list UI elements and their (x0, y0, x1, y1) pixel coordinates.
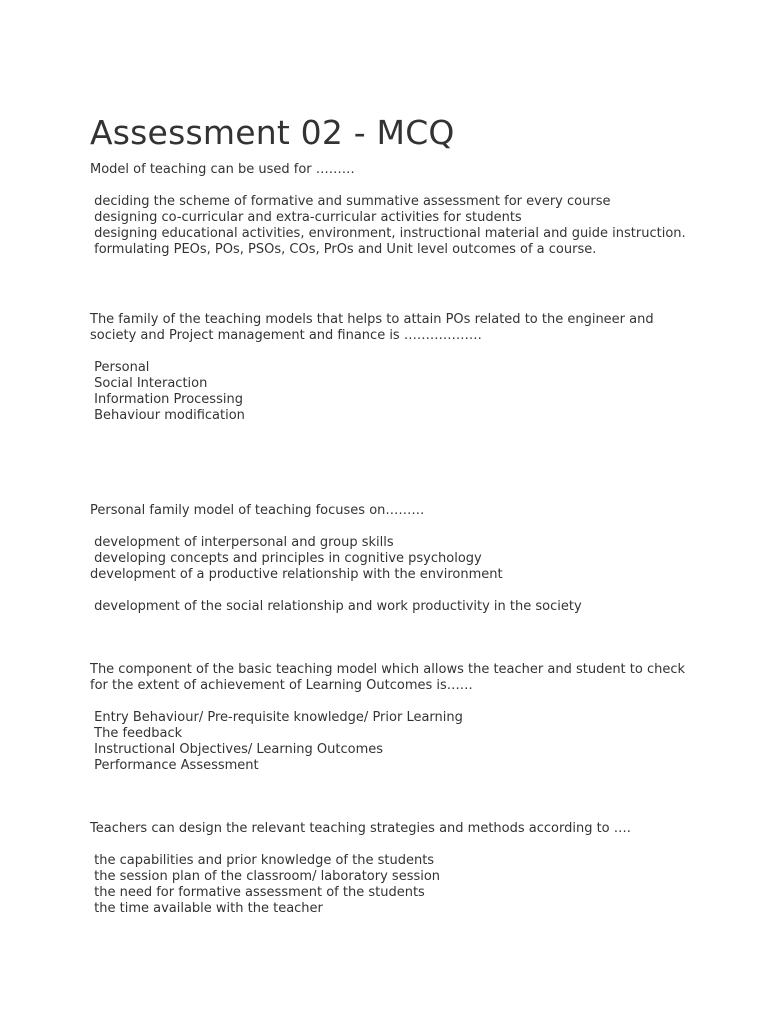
option-list (90, 710, 690, 774)
option-item: the need for formative assessment of the students (90, 885, 425, 900)
option-item: Entry Behaviour/ Pre-requisite knowledge/ Prior Learning (90, 710, 463, 725)
document-page (90, 114, 690, 917)
option-item: formulating PEOs, POs, PSOs, COs, PrOs and Unit level outcomes of a course. (90, 242, 597, 257)
option-item: The feedback (90, 726, 183, 741)
option-item: designing co-curricular and extra-curricular activities for students (90, 210, 522, 225)
option-item: Information Processing (90, 392, 243, 407)
question-block (90, 312, 690, 424)
question-block (90, 162, 690, 258)
question-text: Teachers can design the relevant teaching strategies and methods according to …. (90, 821, 631, 836)
option-item: development of interpersonal and group skills (90, 535, 394, 550)
option-item: deciding the scheme of formative and summative assessment for every course (90, 194, 611, 209)
question-block (90, 821, 690, 917)
question-block (90, 662, 690, 774)
option-list (90, 535, 690, 615)
option-item: the session plan of the classroom/ laboratory session (90, 869, 441, 884)
question-text: The family of the teaching models that helps to attain POs related to the engineer and society and Project management and finance is ……………… (90, 312, 654, 343)
option-list (90, 360, 690, 424)
option-item: Personal (90, 360, 150, 375)
option-item: Instructional Objectives/ Learning Outcomes (90, 742, 384, 757)
question-text: Model of teaching can be used for ……… (90, 162, 355, 177)
option-item: development of the social relationship and work productivity in the society (90, 599, 582, 614)
option-item: Performance Assessment (90, 758, 259, 773)
option-item: Behaviour modification (90, 408, 245, 423)
page-title: Assessment 02 - MCQ (90, 113, 455, 152)
question-block (90, 503, 690, 615)
option-item: development of a productive relationship with the environment (90, 567, 503, 582)
question-text: Personal family model of teaching focuses on……… (90, 503, 425, 518)
option-item: the time available with the teacher (90, 901, 323, 916)
option-item: the capabilities and prior knowledge of the students (90, 853, 435, 868)
option-list (90, 853, 690, 917)
option-item: developing concepts and principles in cognitive psychology (90, 551, 482, 566)
option-item: Social Interaction (90, 376, 208, 391)
option-item: designing educational activities, environment, instructional material and guide instruction. (90, 226, 686, 241)
option-list (90, 194, 690, 258)
question-text: The component of the basic teaching model which allows the teacher and student to check for the extent of achievement of Learning Outcomes is…… (90, 662, 686, 693)
